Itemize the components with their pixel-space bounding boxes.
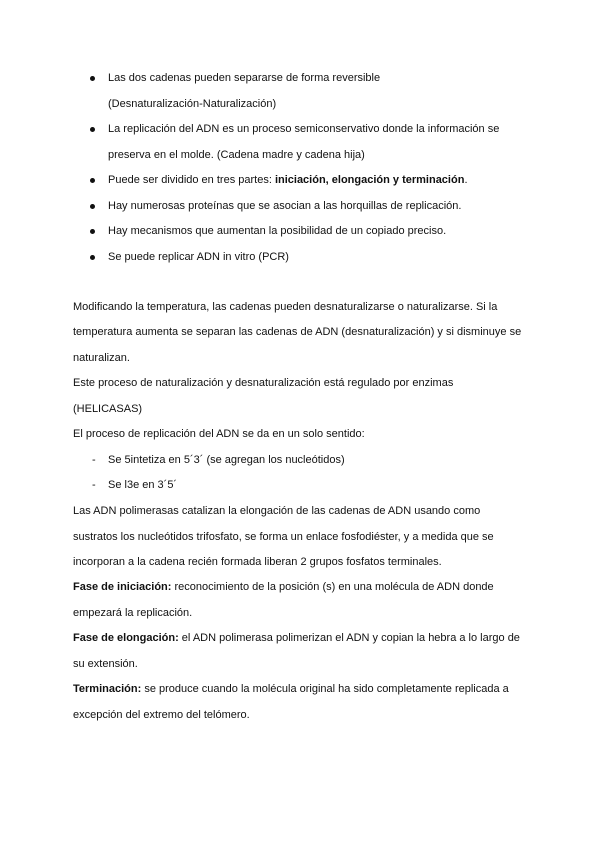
phase-elongation bbox=[73, 631, 520, 645]
bullet-item-text: (Desnaturalización-Naturalización) bbox=[108, 98, 277, 110]
phase-termination bbox=[73, 682, 509, 696]
phase-text: reconocimiento de la posición (s) en una molécula de ADN donde bbox=[171, 581, 494, 593]
paragraph-line: Las ADN polimerasas catalizan la elongación de las cadenas de ADN usando como bbox=[73, 505, 481, 517]
paragraph-line: sustratos los nucleótidos trifosfato, se forma un enlace fosfodiéster, y a medida que se bbox=[73, 531, 494, 543]
bullet-icon bbox=[90, 204, 95, 209]
bullet-suffix: . bbox=[464, 174, 468, 186]
dash-marker: - bbox=[92, 454, 96, 466]
bullet-icon bbox=[90, 76, 95, 81]
bullet-icon bbox=[90, 255, 95, 260]
bullet-item-text: Se puede replicar ADN in vitro (PCR) bbox=[108, 251, 289, 263]
bullet-icon bbox=[90, 229, 95, 234]
paragraph-line: (HELICASAS) bbox=[73, 403, 143, 415]
dash-item-text: Se 5intetiza en 5´3´ (se agregan los nucleótidos) bbox=[108, 454, 345, 466]
paragraph-line: El proceso de replicación del ADN se da en un solo sentido: bbox=[73, 428, 365, 440]
phase-label: Terminación: bbox=[73, 683, 142, 695]
bullet-item-text: preserva en el molde. (Cadena madre y cadena hija) bbox=[108, 149, 365, 161]
paragraph-line: excepción del extremo del telómero. bbox=[73, 709, 250, 721]
bullet-item-text bbox=[108, 173, 468, 187]
bullet-item-text: Hay mecanismos que aumentan la posibilidad de un copiado preciso. bbox=[108, 225, 447, 237]
bullet-icon bbox=[90, 127, 95, 132]
dash-marker: - bbox=[92, 479, 96, 491]
dash-item-text: Se l3e en 3´5´ bbox=[108, 479, 178, 491]
paragraph-line: naturalizan. bbox=[73, 352, 130, 364]
paragraph-line: empezará la replicación. bbox=[73, 607, 193, 619]
bullet-item-text: Las dos cadenas pueden separarse de forma reversible bbox=[108, 72, 381, 84]
phase-label: Fase de iniciación: bbox=[73, 581, 172, 593]
bullet-prefix: Puede ser dividido en tres partes: bbox=[108, 174, 275, 186]
paragraph-line: incorporan a la cadena recién formada liberan 2 grupos fosfatos terminales. bbox=[73, 556, 442, 568]
bullet-bold-text: iniciación, elongación y terminación bbox=[274, 174, 465, 186]
phase-label: Fase de elongación: bbox=[73, 632, 179, 644]
bullet-icon bbox=[90, 178, 95, 183]
paragraph-line: Modificando la temperatura, las cadenas pueden desnaturalizarse o naturalizarse. Si la bbox=[73, 301, 498, 313]
bullet-item-text: La replicación del ADN es un proceso semiconservativo donde la información se bbox=[108, 123, 500, 135]
bullet-item-text: Hay numerosas proteínas que se asocian a las horquillas de replicación. bbox=[108, 200, 462, 212]
paragraph-line: su extensión. bbox=[73, 658, 138, 670]
phase-text: el ADN polimerasa polimerizan el ADN y copian la hebra a lo largo de bbox=[178, 632, 520, 644]
phase-initiation bbox=[73, 580, 494, 594]
phase-text: se produce cuando la molécula original ha sido completamente replicada a bbox=[141, 683, 509, 695]
paragraph-line: temperatura aumenta se separan las cadenas de ADN (desnaturalización) y si disminuye se bbox=[73, 326, 522, 338]
paragraph-line: Este proceso de naturalización y desnaturalización está regulado por enzimas bbox=[73, 377, 454, 389]
